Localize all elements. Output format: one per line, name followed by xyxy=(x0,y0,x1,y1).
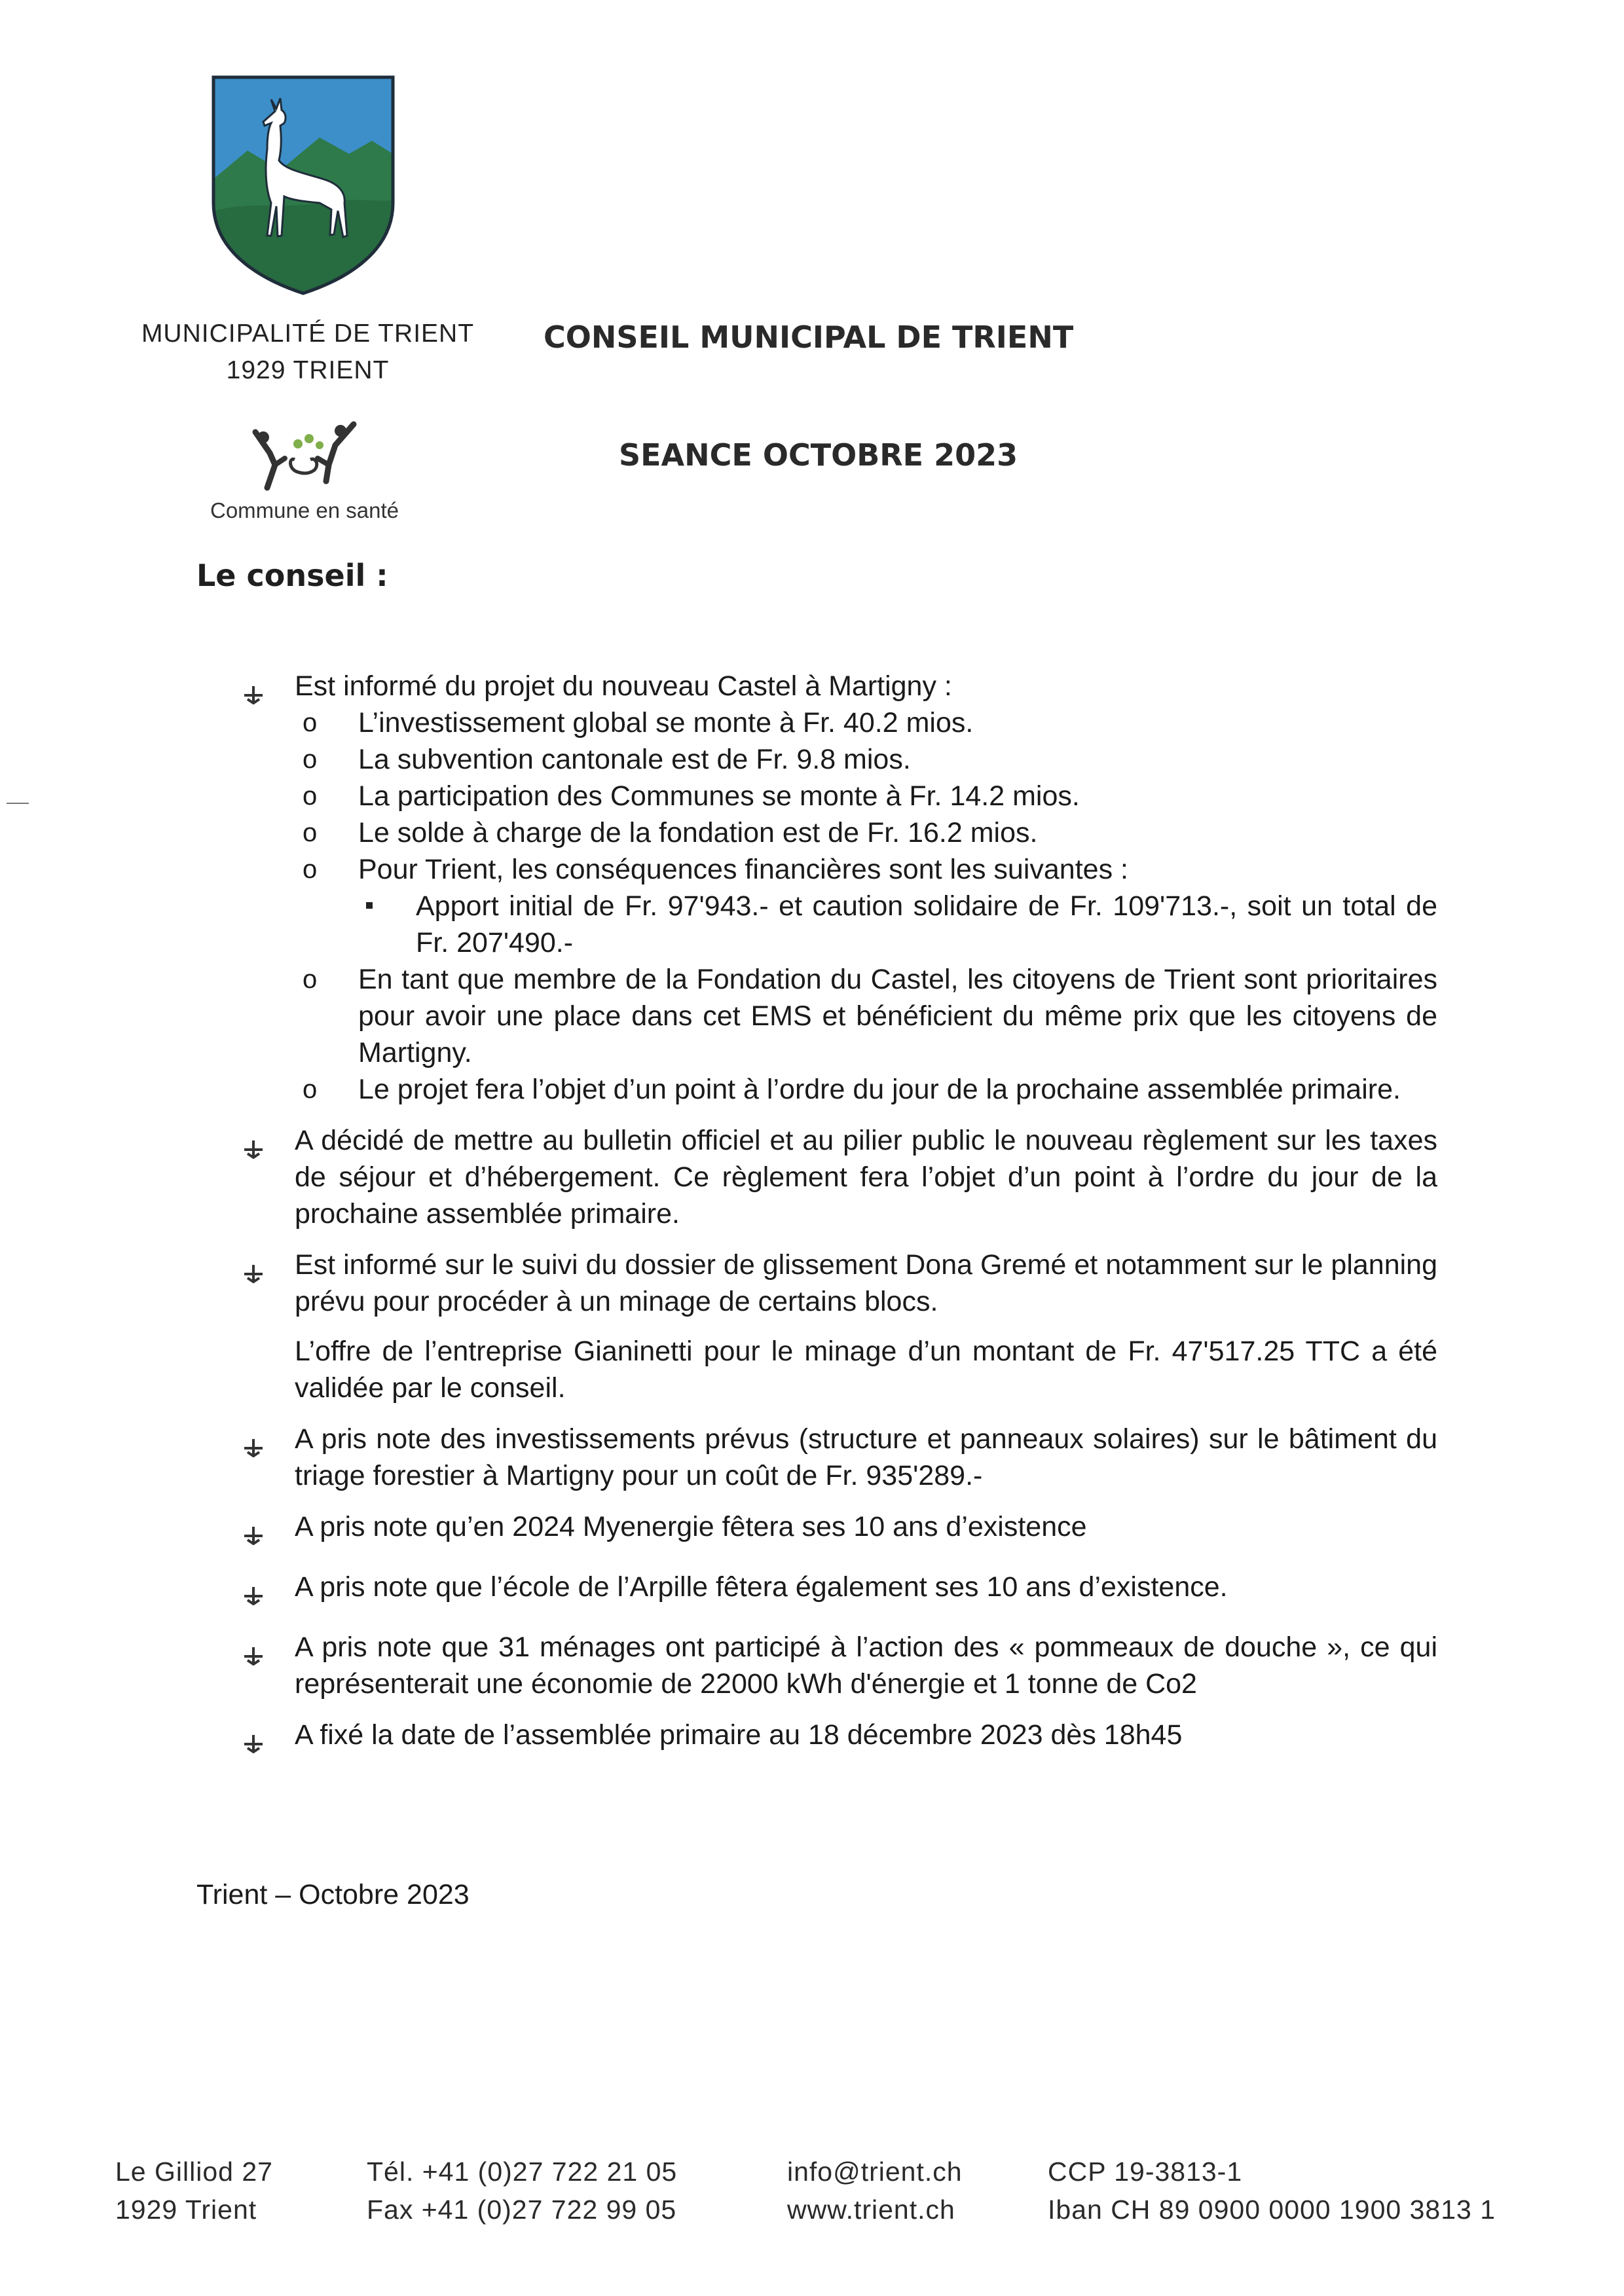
sub-item: o En tant que membre de la Fondation du Castel, les citoyens de Trient sont prioritaires pour avoir une place dans cet EMS et bénéficient du même prix que les citoyens de Martigny. xyxy=(295,961,1437,1071)
list-item xyxy=(242,1508,1437,1554)
healthy-people-icon xyxy=(249,419,360,491)
item-text: A pris note des investissements prévus (structure et panneaux solaires) sur le bâtiment du triage forestier à Martigny pour un coût de Fr. 935'289.- xyxy=(295,1423,1437,1491)
circle-bullet-icon: o xyxy=(303,745,318,774)
sub-item: o La subvention cantonale est de Fr. 9.8 mios. xyxy=(295,741,1437,778)
health-label: Commune en santé xyxy=(210,498,399,522)
margin-mark xyxy=(7,803,29,804)
sub-item: o Le projet fera l’objet d’un point à l’ordre du jour de la prochaine assemblée primaire. xyxy=(295,1071,1437,1108)
address-line-2: 1929 Trient xyxy=(115,2195,257,2225)
list-item xyxy=(242,1717,1437,1762)
sub-item: o Le solde à charge de la fondation est de Fr. 16.2 mios. xyxy=(295,814,1437,851)
page-subtitle: SEANCE OCTOBRE 2023 xyxy=(619,437,1018,473)
circle-bullet-icon: o xyxy=(303,965,318,994)
commune-en-sante-logo xyxy=(196,419,413,523)
sub-sub-item: Apport initial de Fr. 97'943.- et caution solidaire de Fr. 109'713.-, soit un total de Fr. 207'490.- xyxy=(358,888,1437,961)
list-item xyxy=(242,1569,1437,1614)
list-item xyxy=(242,1122,1437,1232)
footer-phone xyxy=(367,2153,677,2229)
municipality-line-1: MUNICIPALITÉ DE TRIENT xyxy=(141,319,475,348)
coat-of-arms xyxy=(208,72,398,298)
item-text: A pris note que 31 ménages ont participé à l’action des « pommeaux de douche », ce qui représenterait une économie de 22000 kWh d'énergie et 1 tonne de Co2 xyxy=(295,1631,1437,1700)
item-text: A décidé de mettre au bulletin officiel et au pilier public le nouveau règlement sur les taxes de séjour et d’hébergement. Ce règlement fera l’objet d’un point à l’ordre du jour de la prochaine assemblée primaire. xyxy=(295,1125,1437,1230)
ccp-number: CCP 19-3813-1 xyxy=(1048,2157,1243,2187)
page-title: CONSEIL MUNICIPAL DE TRIENT xyxy=(544,319,1074,355)
arrow-bullet-icon xyxy=(242,1247,295,1292)
decisions-list xyxy=(242,668,1437,1777)
intro-heading: Le conseil : xyxy=(196,558,388,593)
phone-number: Tél. +41 (0)27 722 21 05 xyxy=(367,2157,678,2187)
arrow-bullet-icon xyxy=(242,1569,295,1614)
signoff: Trient – Octobre 2023 xyxy=(196,1879,470,1910)
list-item xyxy=(242,1629,1437,1702)
circle-bullet-icon: o xyxy=(303,708,318,737)
municipality-name xyxy=(131,316,485,389)
circle-bullet-icon: o xyxy=(303,818,318,847)
item-text: Est informé sur le suivi du dossier de glissement Dona Gremé et notamment sur le planning prévu pour procéder à un minage de certains blocs. xyxy=(295,1249,1437,1317)
sub-item: o La participation des Communes se monte à Fr. 14.2 mios. xyxy=(295,778,1437,814)
footer-bank xyxy=(1048,2153,1496,2229)
arrow-bullet-icon xyxy=(242,1421,295,1467)
email-link[interactable]: info@trient.ch xyxy=(787,2157,963,2187)
list-item xyxy=(242,1421,1437,1494)
circle-bullet-icon: o xyxy=(303,855,318,884)
chamois-coat-of-arms-icon xyxy=(208,72,398,298)
website-link[interactable]: www.trient.ch xyxy=(787,2195,955,2225)
list-item xyxy=(242,668,1437,1108)
sub-item: o Pour Trient, les conséquences financières sont les suivantes : Apport initial de Fr. 97'943.- et caution solidaire de Fr. 109'713.-, soit un total de Fr. 207'490.- xyxy=(295,851,1437,961)
item-text-continued: L’offre de l’entreprise Gianinetti pour le minage d’un montant de Fr. 47'517.25 TTC a été validée par le conseil. xyxy=(295,1336,1437,1404)
circle-bullet-icon: o xyxy=(303,1075,318,1104)
sub-list xyxy=(295,704,1437,1108)
footer-address xyxy=(115,2153,273,2229)
item-text: A fixé la date de l’assemblée primaire au 18 décembre 2023 dès 18h45 xyxy=(295,1719,1183,1751)
arrow-bullet-icon xyxy=(242,1629,295,1675)
footer-contact xyxy=(787,2153,963,2229)
fax-number: Fax +41 (0)27 722 99 05 xyxy=(367,2195,677,2225)
municipality-line-2: 1929 TRIENT xyxy=(226,356,390,384)
iban-number: Iban CH 89 0900 0000 1900 3813 1 xyxy=(1048,2195,1496,2225)
arrow-bullet-icon xyxy=(242,1717,295,1762)
arrow-bullet-icon xyxy=(242,1122,295,1168)
arrow-bullet-icon xyxy=(242,1508,295,1554)
circle-bullet-icon: o xyxy=(303,782,318,811)
item-text: Est informé du projet du nouveau Castel à Martigny : xyxy=(295,670,952,702)
arrow-bullet-icon xyxy=(242,668,295,714)
sub-sub-list xyxy=(358,888,1437,961)
address-line-1: Le Gilliod 27 xyxy=(115,2157,273,2187)
item-text: A pris note que l’école de l’Arpille fêtera également ses 10 ans d’existence. xyxy=(295,1571,1228,1603)
item-text: A pris note qu’en 2024 Myenergie fêtera ses 10 ans d’existence xyxy=(295,1511,1087,1542)
sub-item: o L’investissement global se monte à Fr. 40.2 mios. xyxy=(295,704,1437,741)
square-bullet-icon xyxy=(358,888,416,909)
list-item xyxy=(242,1247,1437,1406)
